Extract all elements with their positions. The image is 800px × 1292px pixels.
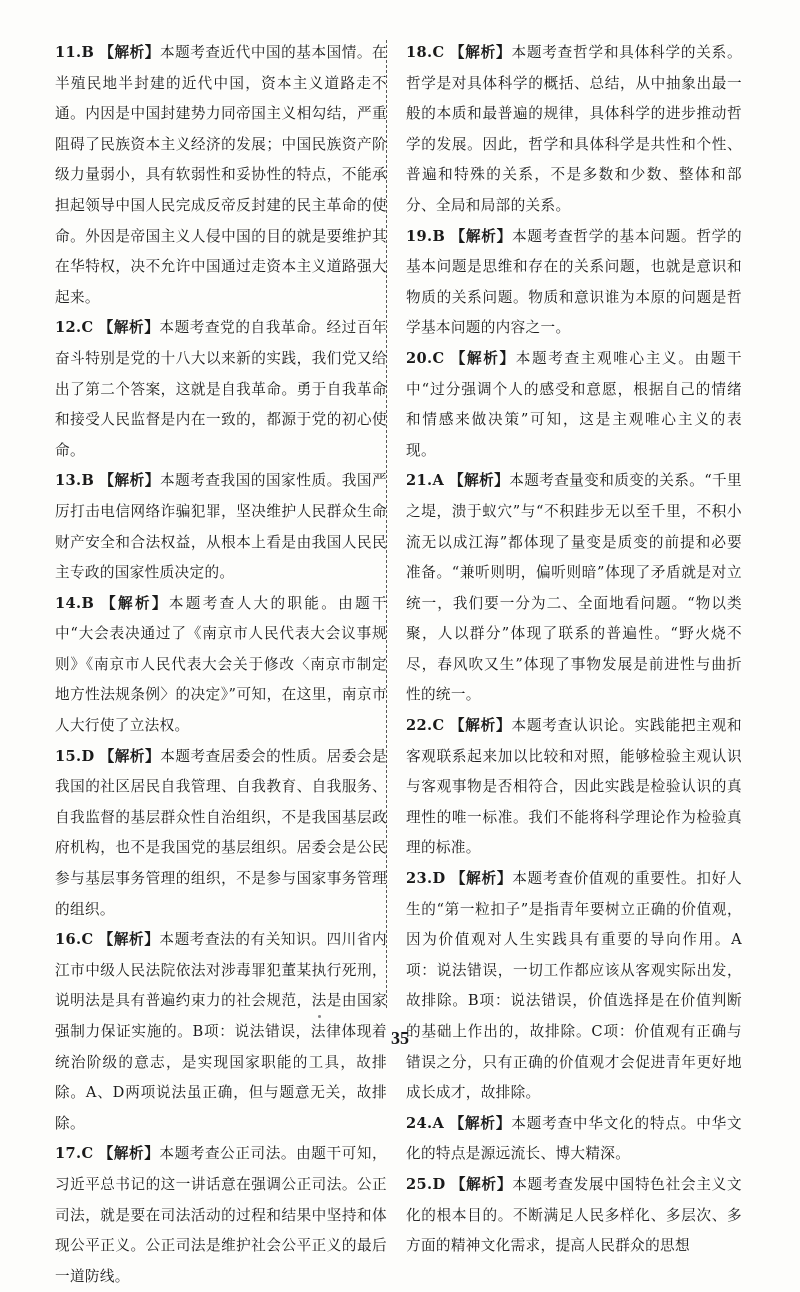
answer-number: 14.B [55, 594, 95, 612]
answer-number: 15.D [55, 747, 95, 765]
analysis-text: 本题考查哲学的基本问题。哲学的基本问题是思维和存在的关系问题，也就是意识和物质的关系问题。物质和意识谁为本原的问题是哲学基本问题的内容之一。 [406, 227, 742, 337]
analysis-text: 本题考查党的自我革命。经过百年奋斗特别是党的十八大以来新的实践，我们党又给出了第二个答案，这就是自我革命。勇于自我革命和接受人民监督是内在一致的，都源于党的初心使命。 [55, 319, 387, 459]
analysis-text: 本题考查中华文化的特点。中华文化的特点是源远流长、博大精深。 [406, 1114, 742, 1163]
analysis-tag: 【解析】 [449, 1114, 512, 1132]
analysis-tag: 【解析】 [101, 594, 169, 612]
answer-item [55, 742, 387, 926]
answer-item [406, 344, 742, 466]
answer-item [406, 1109, 742, 1170]
column-divider [386, 40, 387, 1008]
analysis-tag: 【解析】 [450, 870, 513, 888]
analysis-text: 本题考查量变和质变的关系。“千里之堤，溃于蚁穴”与“不积跬步无以至千里，不积小流无以成江海”都体现了量变是质变的前提和必要准备。“兼听则明，偏听则暗”体现了矛盾就是对立统一，我们要一分为二、全面地看问题。“物以类聚，人以群分”体现了联系的普遍性。“野火烧不尽，春风吹又生”体现了事物发展是前进性与曲折性的统一。 [406, 472, 742, 704]
right-column [406, 38, 742, 1262]
analysis-text: 本题考查法的有关知识。四川省内江市中级人民法院依法对涉毒罪犯董某执行死刑，说明法是具有普遍约束力的社会规范，法是由国家强制力保证实施的。B项：说法错误，法律体现着统治阶级的意志，是实现国家职能的工具，故排除。A、D两项说法虽正确，但与题意无关，故排除。 [55, 931, 387, 1132]
answer-item [406, 222, 742, 344]
analysis-text: 本题考查价值观的重要性。扣好人生的“第一粒扣子”是指青年要树立正确的价值观，因为价值观对人生实践具有重要的导向作用。A项：说法错误，一切工作都应该从客观实际出发，故排除。B项：说法错误，价值选择是在价值判断的基础上作出的，故排除。C项：价值观有正确与错误之分，只有正确的价值观才会促进青年更好地成长成才，故排除。 [406, 870, 742, 1102]
answer-number: 21.A [406, 472, 445, 490]
analysis-text: 本题考查发展中国特色社会主义文化的根本目的。不断满足人民多样化、多层次、多方面的精神文化需求，提高人民群众的思想 [406, 1175, 742, 1255]
answer-item [406, 1170, 742, 1262]
answer-item [406, 38, 742, 222]
answer-item [55, 466, 387, 588]
analysis-tag: 【解析】 [99, 44, 160, 61]
page-number: 35 [391, 1028, 409, 1048]
answer-number: 16.C [55, 931, 94, 949]
answer-number: 17.C [55, 1145, 94, 1163]
analysis-tag: 【解析】 [449, 717, 512, 735]
analysis-tag: 【解析】 [450, 227, 512, 245]
answer-item [406, 466, 742, 711]
answer-item [406, 864, 742, 1109]
analysis-tag: 【解析】 [98, 319, 160, 337]
answer-number: 12.C [55, 319, 94, 337]
analysis-tag: 【解析】 [450, 1175, 513, 1193]
analysis-text: 本题考查我国的国家性质。我国严厉打击电信网络诈骗犯罪，坚决维护人民群众生命财产安全和合法权益，从根本上看是由我国人民民主专政的国家性质决定的。 [55, 472, 387, 582]
analysis-tag: 【解析】 [450, 349, 516, 367]
analysis-tag: 【解析】 [98, 931, 160, 949]
analysis-tag: 【解析】 [99, 747, 161, 765]
analysis-tag: 【解析】 [449, 472, 510, 490]
answer-number: 20.C [406, 349, 445, 367]
analysis-text: 本题考查认识论。实践能把主观和客观联系起来加以比较和对照，能够检验主观认识与客观事物是否相符合，因此实践是检验认识的真理性的唯一标准。我们不能将科学理论作为检验真理的标准。 [406, 717, 742, 857]
answer-item [55, 1139, 387, 1292]
analysis-text: 本题考查近代中国的基本国情。在半殖民地半封建的近代中国，资本主义道路走不通。内因是中国封建势力同帝国主义相勾结，严重阻碍了民族资本主义经济的发展；中国民族资产阶级力量弱小，具有软弱性和妥协性的特点，不能承担起领导中国人民完成反帝反封建的民主革命的使命。外因是帝国主义人侵中国的目的就是要维护其在华特权，决不允许中国通过走资本主义道路强大起来。 [55, 44, 387, 306]
analysis-text: 本题考查公正司法。由题干可知，习近平总书记的这一讲话意在强调公正司法。公正司法，就是要在司法活动的过程和结果中坚持和体现公平正义。公正司法是维护社会公平正义的最后一道防线。 [55, 1145, 387, 1285]
answer-item [55, 313, 387, 466]
answer-number: 24.A [406, 1114, 445, 1132]
answer-number: 11.B [55, 44, 95, 61]
analysis-tag: 【解析】 [449, 44, 512, 61]
analysis-text: 本题考查人大的职能。由题干中“大会表决通过了《南京市人民代表大会议事规则》《南京市人民代表大会关于修改〈南京市制定地方性法规条例〉的决定》”可知，在这里，南京市人大行使了立法权。 [55, 594, 387, 735]
answer-number: 18.C [406, 44, 445, 61]
analysis-text: 本题考查哲学和具体科学的关系。哲学是对具体科学的概括、总结，从中抽象出最一般的本质和最普遍的规律，具体科学的进步推动哲学的发展。因此，哲学和具体科学是共性和个性、普遍和特殊的关系，不是多数和少数、整体和部分、全局和局部的关系。 [406, 44, 742, 214]
answer-number: 23.D [406, 870, 446, 888]
answer-number: 25.D [406, 1175, 446, 1193]
answer-number: 22.C [406, 717, 445, 735]
answer-item [55, 589, 387, 742]
answer-item [55, 38, 387, 313]
analysis-tag: 【解析】 [98, 1145, 160, 1163]
left-column [55, 38, 387, 1292]
analysis-tag: 【解析】 [99, 472, 160, 490]
answer-number: 19.B [406, 227, 446, 245]
answer-number: 13.B [55, 472, 95, 490]
scan-speck [318, 1015, 321, 1018]
analysis-text: 本题考查居委会的性质。居委会是我国的社区居民自我管理、自我教育、自我服务、自我监督的基层群众性自治组织，不是我国基层政府机构，也不是我国党的基层组织。居委会是公民参与基层事务管理的组织，不是参与国家事务管理的组织。 [55, 747, 387, 918]
analysis-text: 本题考查主观唯心主义。由题干中“过分强调个人的感受和意愿，根据自己的情绪和情感来做决策”可知，这是主观唯心主义的表现。 [406, 349, 743, 459]
answer-item [406, 711, 742, 864]
